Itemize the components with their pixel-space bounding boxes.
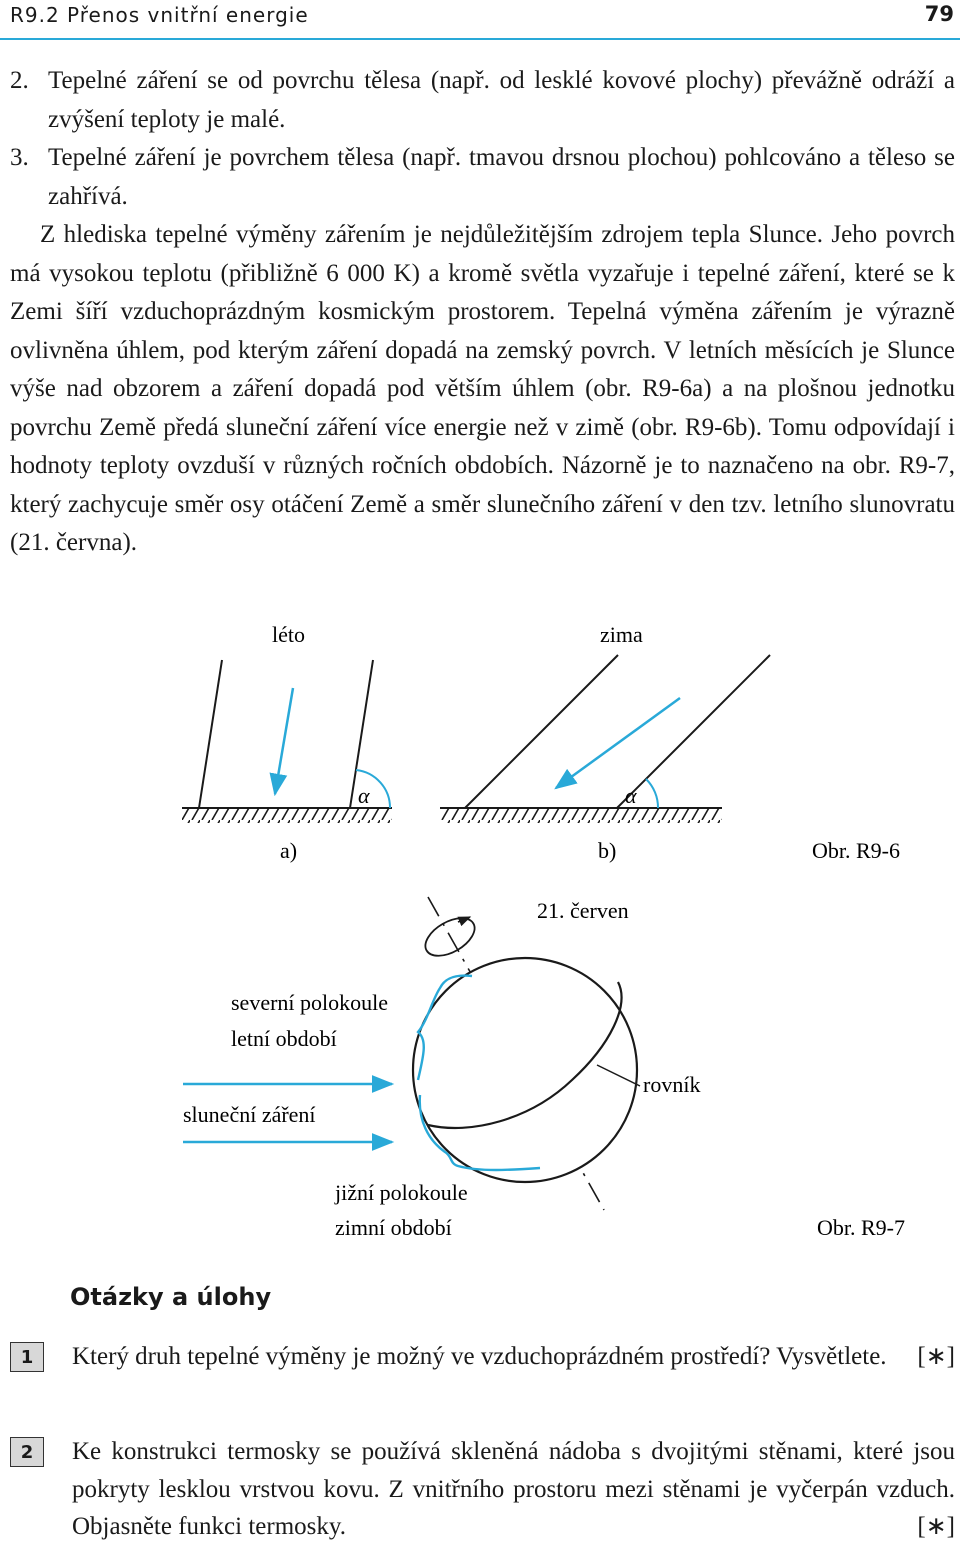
page-number: 79 (924, 2, 954, 26)
ray-boundary-b-left (465, 655, 618, 808)
page-header (0, 0, 960, 30)
list-number-2: 2. (10, 67, 29, 94)
alpha-a: α (358, 783, 370, 808)
ray-arrow-b (556, 698, 680, 788)
question-1 (10, 1338, 955, 1376)
alpha-b: α (625, 783, 637, 808)
ground-b (440, 808, 722, 823)
question-text-1 (72, 1338, 955, 1376)
header-rule (0, 38, 960, 40)
label-date: 21. červen (537, 898, 629, 923)
ground-a (182, 808, 392, 823)
list-number-3: 3. (10, 144, 29, 171)
label-south-2: zimní období (335, 1215, 452, 1240)
label-north-2: letní období (231, 1026, 337, 1051)
list-text-3: Tepelné záření je povrchem tělesa (např. tmavou drsnou plochou) pohlcováno a těleso se zahřívá. (48, 144, 955, 210)
question-1-body: Který druh tepelné výměny je možný ve vzduchoprázdném prostředí? Vysvětlete. (72, 1343, 887, 1370)
label-sun-rays: sluneční záření (183, 1102, 316, 1127)
question-number-2: 2 (10, 1437, 44, 1467)
ray-arrow-a (275, 688, 293, 794)
caption-a: a) (280, 838, 298, 863)
earth-globe (413, 958, 637, 1182)
label-zima: zima (600, 622, 643, 647)
difficulty-mark-2: [∗] (917, 1513, 955, 1540)
list-item-3 (10, 139, 955, 216)
figure-r9-7 (0, 880, 960, 1250)
question-text-2 (72, 1433, 955, 1546)
question-number-1: 1 (10, 1342, 44, 1372)
question-2-body: Ke konstrukci termosky se používá skleněná nádoba s dvojitými stěnami, které jsou pokryty lesklou vrstvou kovu. Z vnitřního prostoru mezi stěnami je vyčerpán vzduch. Objasněte funkci termosky. (72, 1438, 955, 1540)
label-south-1: jižní polokoule (335, 1180, 468, 1205)
angle-arc-b (646, 779, 658, 808)
body-text (10, 62, 955, 563)
main-paragraph: Z hlediska tepelné výměny zářením je nejdůležitějším zdrojem tepla Slunce. Jeho povrch má vysokou teplotu (přibližně 6 000 K) a kromě světla vyzařuje i tepelné záření, které se k Zemi šíří vzduchoprázdným kosmickým prostorem. Tepelná výměna zářením je výrazně ovlivněna úhlem, pod kterým záření dopadá na zemský povrch. V letních měsících je Slunce výše nad obzorem a záření dopadá pod větším úhlem (obr. R9-6a) a na plošnou jednotku povrchu Země předá sluneční záření více energie než v zimě (obr. R9-6b). Tomu odpovídají i hodnoty teploty ovzduší v různých ročních obdobích. Názorně je to naznačeno na obr. R9-7, který zachycuje směr osy otáčení Země a směr slunečního záření v den tzv. letního slunovratu (21. června). (10, 221, 955, 556)
ray-boundary-b-right (617, 655, 770, 808)
question-2 (10, 1433, 955, 1546)
label-equator: rovník (643, 1072, 701, 1097)
section-title: R9.2 Přenos vnitřní energie (10, 3, 309, 27)
list-text-2: Tepelné záření se od povrchu tělesa (např. od lesklé kovové plochy) převážně odráží a zvýšení teploty je malé. (48, 67, 955, 133)
difficulty-mark-1: [∗] (917, 1343, 955, 1370)
caption-b: b) (598, 838, 617, 863)
list-item-2 (10, 62, 955, 139)
label-north-1: severní polokoule (231, 990, 389, 1015)
figure-r9-6 (0, 610, 960, 875)
questions-title: Otázky a úlohy (70, 1283, 272, 1311)
ray-boundary-a-left (199, 660, 222, 808)
figure-id-r9-7: Obr. R9-7 (817, 1215, 905, 1240)
figure-id-r9-6: Obr. R9-6 (812, 838, 900, 863)
label-leto: léto (272, 622, 305, 647)
